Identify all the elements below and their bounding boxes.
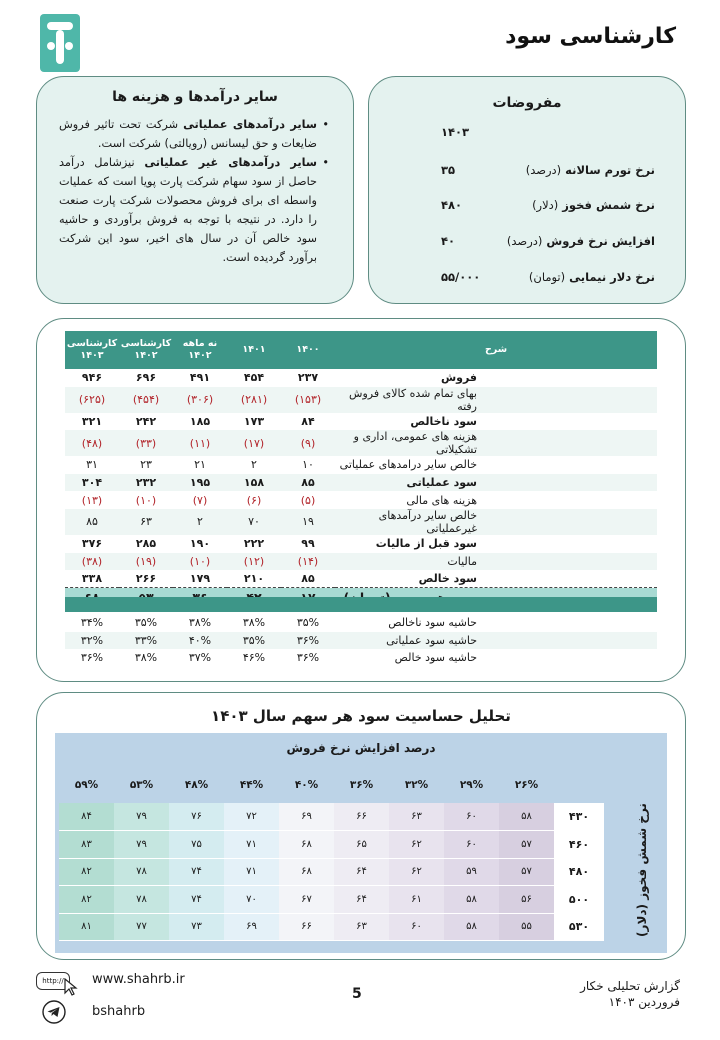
income-statement-table — [65, 331, 657, 608]
margin-cell: ۳۵% — [227, 632, 281, 650]
assumption-unit: (درصد) — [525, 163, 562, 177]
table-cell: (۱۱) — [173, 430, 227, 456]
sensitivity-cell: ۶۱ — [389, 886, 444, 914]
margin-row — [65, 649, 657, 667]
sensitivity-cell: ۶۸ — [279, 831, 334, 859]
margin-cell: ۳۶% — [80, 651, 104, 665]
table-cell: ۲۶۶ — [135, 572, 157, 586]
row-label: سود خالص — [418, 572, 477, 586]
table-row — [65, 430, 657, 456]
table-cell: ۶۳ — [119, 509, 173, 535]
bullet-bold: سایر درآمدهای غیر عملیاتی — [144, 156, 317, 169]
sensitivity-cell: ۶۴ — [334, 886, 389, 914]
margins-table — [65, 614, 657, 667]
cursor-icon — [64, 978, 78, 996]
row-label: مالیات — [335, 553, 657, 571]
table-cell: (۵) — [300, 493, 316, 507]
sensitivity-row — [59, 803, 604, 831]
table-cell: (۲۸۱) — [227, 387, 281, 413]
sensitivity-row-label: ۵۰۰ — [554, 886, 604, 914]
sensitivity-cell: ۷۸ — [114, 886, 169, 914]
sensitivity-row-label: ۴۶۰ — [554, 831, 604, 859]
table-cell: ۲۱۰ — [243, 572, 265, 586]
table-cell: (۴۵۴) — [119, 387, 173, 413]
sensitivity-cell: ۸۱ — [59, 913, 114, 941]
column-header: ۱۴۰۱ — [227, 331, 281, 369]
sensitivity-title: تحلیل حساسیت سود هر سهم سال ۱۴۰۳ — [211, 707, 511, 725]
margin-cell: ۳۸% — [134, 651, 158, 665]
table-cell: ۴۹۱ — [189, 371, 211, 385]
margin-label: حاشیه سود خالص — [394, 651, 477, 665]
sensitivity-col-label: ۴۰% — [294, 779, 319, 791]
table-row — [65, 491, 657, 509]
sensitivity-cell: ۵۷ — [499, 858, 554, 886]
sensitivity-cell: ۷۸ — [114, 858, 169, 886]
report-name: گزارش تحلیلی خکار — [580, 979, 680, 993]
footer-website-link[interactable]: www.shahrb.ir — [92, 972, 185, 987]
sensitivity-cell: ۵۷ — [499, 831, 554, 859]
table-row — [65, 509, 657, 535]
margin-cell: ۳۵% — [134, 616, 158, 630]
row-label: سود عملیاتی — [335, 474, 657, 492]
assumption-label: نرخ تورم سالانه — [565, 163, 655, 177]
sensitivity-cell: ۸۲ — [59, 858, 114, 886]
table-cell: ۲ — [173, 509, 227, 535]
sensitivity-cell: ۶۸ — [279, 858, 334, 886]
assumption-unit: (تومان) — [528, 270, 566, 284]
sensitivity-row — [59, 858, 604, 886]
sensitivity-body — [59, 803, 604, 941]
sensitivity-cell: ۵۶ — [499, 886, 554, 914]
browser-icon: http:// — [36, 972, 70, 990]
sensitivity-cell: ۶۷ — [279, 886, 334, 914]
sensitivity-cell: ۶۲ — [389, 858, 444, 886]
sensitivity-row — [59, 913, 604, 941]
sensitivity-cell: ۶۶ — [279, 913, 334, 941]
row-label: خالص سایر درامدهای عملیاتی — [339, 458, 477, 472]
sensitivity-cell: ۶۴ — [334, 858, 389, 886]
assumption-value: ۳۵ — [441, 163, 456, 177]
table-cell: (۴۸) — [65, 430, 119, 456]
table-cell: (۱۲) — [227, 553, 281, 571]
table-cell: ۹۴۶ — [81, 371, 103, 385]
row-label: بهای تمام شده کالای فروش رفته — [335, 387, 657, 413]
sensitivity-row-label: ۴۳۰ — [554, 803, 604, 831]
footer-report-info — [580, 978, 680, 1010]
column-header: نه ماهه ۱۴۰۲ — [173, 331, 227, 369]
table-cell: ۸۵ — [65, 509, 119, 535]
sensitivity-cell: ۷۹ — [114, 831, 169, 859]
table-cell: (۳۰۶) — [173, 387, 227, 413]
sensitivity-col-label: ۲۶% — [514, 779, 539, 791]
table-cell: ۳۷۶ — [81, 537, 103, 551]
table-row — [65, 474, 657, 492]
table-cell: ۹۹ — [301, 537, 315, 551]
sensitivity-cell: ۶۵ — [334, 831, 389, 859]
bullet-bold: سایر درآمدهای عملیاتی — [183, 118, 317, 131]
margin-cell: ۴۰% — [173, 632, 227, 650]
assumptions-year: ۱۴۰۳ — [441, 125, 470, 139]
table-cell: ۳۲۱ — [81, 414, 103, 428]
table-row — [65, 535, 657, 553]
table-cell: ۸۴ — [301, 414, 315, 428]
bullet-operating — [59, 115, 329, 153]
sensitivity-cell: ۵۸ — [499, 803, 554, 831]
sensitivity-row — [59, 886, 604, 914]
table-cell: (۱۰) — [173, 553, 227, 571]
sensitivity-header-row — [59, 767, 604, 803]
sensitivity-row-header: نرخ شمش فخوز (دلار) — [635, 803, 649, 937]
sensitivity-card — [36, 692, 686, 960]
assumptions-year-row — [369, 125, 685, 145]
table-cell: ۸۵ — [301, 572, 315, 586]
sensitivity-cell: ۷۶ — [169, 803, 224, 831]
margins-body — [65, 614, 657, 667]
row-label: خالص سایر درآمدهای غیرعملیاتی — [335, 509, 657, 535]
margin-row — [65, 614, 657, 632]
sensitivity-cell: ۷۴ — [169, 858, 224, 886]
sensitivity-cell: ۶۳ — [389, 803, 444, 831]
assumptions-title: مفروضات — [492, 95, 562, 111]
sensitivity-cell: ۵۹ — [444, 858, 499, 886]
assumption-value: ۵۵/۰۰۰ — [441, 270, 481, 284]
sensitivity-col-label: ۵۳% — [129, 779, 154, 791]
table-cell: ۱۸۵ — [189, 414, 211, 428]
sensitivity-cell: ۶۰ — [444, 831, 499, 859]
sensitivity-row-header-box — [623, 795, 661, 945]
column-header: کارشناسی ۱۴۰۲ — [119, 331, 173, 369]
sensitivity-cell: ۶۲ — [389, 831, 444, 859]
sensitivity-cell: ۶۶ — [334, 803, 389, 831]
sensitivity-col-label: ۳۶% — [349, 779, 374, 791]
sensitivity-cell: ۷۱ — [224, 831, 279, 859]
sensitivity-col-label: ۳۲% — [404, 779, 429, 791]
sensitivity-column-header: درصد افزایش نرخ فروش — [286, 741, 436, 755]
row-label: فروش — [440, 371, 477, 385]
table-cell: (۱۹) — [119, 553, 173, 571]
table-cell: (۱۵۳) — [281, 387, 335, 413]
margin-cell: ۳۶% — [296, 651, 320, 665]
margin-cell: ۳۸% — [242, 616, 266, 630]
footer-social-handle[interactable]: bshahrb — [92, 1004, 146, 1019]
table-cell: ۲ — [251, 458, 257, 472]
margin-cell: ۳۲% — [65, 632, 119, 650]
sensitivity-row-label: ۴۸۰ — [554, 858, 604, 886]
table-cell: (۱۳) — [81, 493, 103, 507]
sensitivity-cell: ۶۳ — [334, 913, 389, 941]
table-cell: ۲۳ — [140, 458, 152, 472]
row-label: سود ناخالص — [410, 414, 477, 428]
margin-cell: ۳۷% — [188, 651, 212, 665]
table-cell: ۸۵ — [281, 474, 335, 492]
margin-cell: ۳۳% — [119, 632, 173, 650]
sensitivity-cell: ۵۵ — [499, 913, 554, 941]
report-date: فروردین ۱۴۰۳ — [608, 995, 680, 1009]
table-cell: (۳۳) — [119, 430, 173, 456]
sensitivity-cell: ۷۲ — [224, 803, 279, 831]
table-cell: ۲۴۲ — [135, 414, 157, 428]
margin-label: حاشیه سود ناخالص — [388, 616, 477, 630]
sensitivity-cell: ۸۲ — [59, 886, 114, 914]
table-row — [65, 553, 657, 571]
sensitivity-cell: ۷۷ — [114, 913, 169, 941]
other-income-title: سایر درآمدها و هزینه ها — [112, 89, 278, 105]
page-number: 5 — [352, 986, 362, 1002]
table-cell: ۱۰ — [302, 458, 314, 472]
sensitivity-cell: ۷۵ — [169, 831, 224, 859]
table-row — [65, 387, 657, 413]
table-cell: ۳۳۸ — [81, 572, 103, 586]
sensitivity-col-label: ۴۴% — [239, 779, 264, 791]
bullet-text: شرکت تحت تاثیر فروش ضایعات و حق لیسانس (رویالتی) شرکت است. — [59, 118, 317, 150]
assumption-label: نرخ دلار نیمایی — [569, 270, 655, 284]
assumption-row — [369, 234, 685, 254]
table-cell: ۱۵۸ — [227, 474, 281, 492]
table-cell: ۳۰۴ — [65, 474, 119, 492]
assumption-row — [369, 198, 685, 218]
bullet-non-operating — [59, 153, 329, 267]
assumption-row — [369, 163, 685, 183]
table-cell: ۷۰ — [227, 509, 281, 535]
row-label: هزینه های عمومی، اداری و تشکیلاتی — [335, 430, 657, 456]
column-header: ۱۴۰۰ — [281, 331, 335, 369]
telegram-icon[interactable] — [42, 1000, 66, 1024]
assumption-value: ۴۸۰ — [441, 198, 463, 212]
table-row — [65, 456, 657, 474]
assumption-row — [369, 270, 685, 290]
sensitivity-cell: ۷۳ — [169, 913, 224, 941]
sensitivity-cell: ۷۱ — [224, 858, 279, 886]
sensitivity-cell: ۸۴ — [59, 803, 114, 831]
income-statement-body — [65, 369, 657, 608]
assumption-unit: (دلار) — [532, 198, 559, 212]
sensitivity-cell: ۷۹ — [114, 803, 169, 831]
table-cell: ۱۷۳ — [243, 414, 265, 428]
table-cell: (۷) — [192, 493, 208, 507]
sensitivity-cell: ۸۳ — [59, 831, 114, 859]
table-cell: (۱۴) — [281, 553, 335, 571]
margin-header-bar — [65, 597, 657, 612]
table-cell: ۶۹۶ — [135, 371, 157, 385]
sensitivity-cell: ۵۸ — [444, 913, 499, 941]
table-cell: ۱۹۵ — [173, 474, 227, 492]
income-statement-card — [36, 318, 686, 682]
table-cell: ۱۹۰ — [189, 537, 211, 551]
table-cell: ۳۱ — [86, 458, 98, 472]
assumption-value: ۴۰ — [441, 234, 456, 248]
sensitivity-col-label: ۵۹% — [74, 779, 99, 791]
table-cell: ۴۵۴ — [243, 371, 265, 385]
table-cell: ۱۷۹ — [189, 572, 211, 586]
sensitivity-cell: ۷۰ — [224, 886, 279, 914]
table-cell: (۱۰) — [135, 493, 157, 507]
sensitivity-table — [59, 767, 604, 941]
margin-cell: ۳۶% — [281, 632, 335, 650]
table-cell: (۱۷) — [227, 430, 281, 456]
column-header: شرح — [335, 331, 657, 369]
other-income-card — [36, 76, 354, 304]
table-cell: (۳۸) — [65, 553, 119, 571]
column-header: کارشناسی ۱۴۰۳ — [65, 331, 119, 369]
margin-cell: ۳۸% — [188, 616, 212, 630]
table-cell: ۲۳۲ — [119, 474, 173, 492]
other-income-list — [59, 115, 329, 267]
table-cell: (۶) — [246, 493, 262, 507]
table-row — [65, 570, 657, 588]
assumption-label: افزایش نرخ فروش — [546, 234, 655, 248]
assumptions-card — [368, 76, 686, 304]
margin-cell: ۳۴% — [80, 616, 104, 630]
sensitivity-cell: ۶۹ — [279, 803, 334, 831]
table-cell: (۹) — [281, 430, 335, 456]
table-cell: ۲۳۷ — [297, 371, 319, 385]
sensitivity-row — [59, 831, 604, 859]
sensitivity-cell: ۷۴ — [169, 886, 224, 914]
sensitivity-col-label: ۲۹% — [459, 779, 484, 791]
bullet-text: نیزشامل درآمد حاصل از سود سهام شرکت پارت پویا است که عملیات واسطه ای برای فروش محصولات شرکت پارت صنعت را دارد. در نتیجه با توجه به فروش برآوردی و حاشیه سود خالص آن در سال های اخیر، سود این شرکت برآورد گردیده است. — [59, 156, 317, 264]
table-cell: (۶۲۵) — [65, 387, 119, 413]
margin-cell: ۴۶% — [242, 651, 266, 665]
sensitivity-cell: ۵۸ — [444, 886, 499, 914]
sensitivity-col-label: ۴۸% — [184, 779, 209, 791]
margin-cell: ۳۵% — [296, 616, 320, 630]
sensitivity-row-label: ۵۳۰ — [554, 913, 604, 941]
sensitivity-frame — [55, 733, 667, 953]
row-label: سود قبل از مالیات — [375, 537, 477, 551]
table-cell: ۱۹ — [281, 509, 335, 535]
table-cell: ۲۱ — [194, 458, 206, 472]
sensitivity-corner — [554, 767, 604, 803]
table-row — [65, 369, 657, 387]
row-label: هزینه های مالی — [406, 493, 477, 507]
table-cell: ۲۸۵ — [135, 537, 157, 551]
margin-label: حاشیه سود عملیاتی — [335, 632, 657, 650]
sensitivity-cell: ۶۹ — [224, 913, 279, 941]
sensitivity-cell: ۶۰ — [444, 803, 499, 831]
table-row — [65, 413, 657, 431]
assumption-unit: (درصد) — [506, 234, 543, 248]
margin-row — [65, 632, 657, 650]
sensitivity-cell: ۶۰ — [389, 913, 444, 941]
logo — [38, 12, 82, 74]
table-cell: ۲۲۲ — [243, 537, 265, 551]
page-title: کارشناسی سود — [505, 24, 676, 49]
assumption-label: نرخ شمش فخوز — [562, 198, 655, 212]
